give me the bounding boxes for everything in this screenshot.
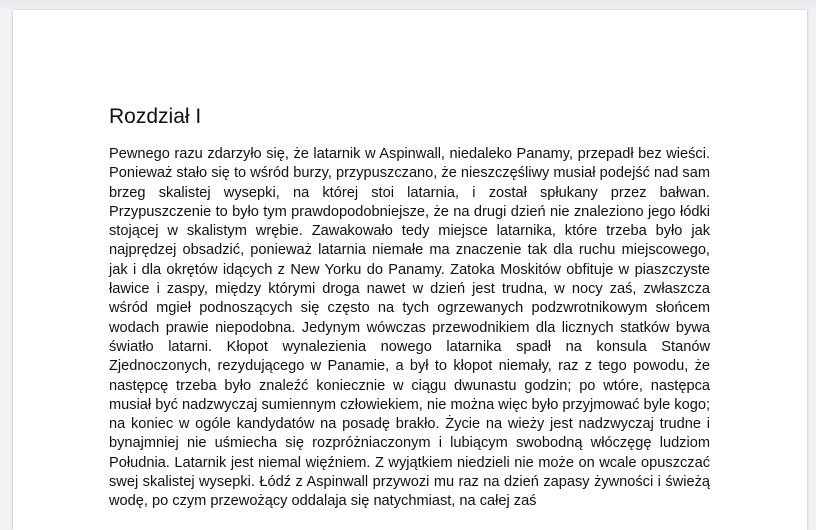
document-page [13, 10, 807, 530]
chapter-title: Rozdział I [109, 105, 202, 128]
viewer-background [0, 0, 816, 10]
body-paragraph: Pewnego razu zdarzyło się, że latarnik w Aspinwall, niedaleko Panamy, przepadł bez wieści. Ponieważ stało się to wśród burzy, przypuszczano, że nieszczęśliwy musiał podejść nad sam brzeg skalistej wysepki, na której stoi latarnia, i został spłukany przez bałwan. Przypuszczenie to było tym prawdopodobniejsze, że na drugi dzień nie znaleziono jego łódki stojącej w skalistym wrębie. Zawakowało tedy miejsce latarnika, które trzeba było jak najprędzej obsadzić, ponieważ latarnia niemałe ma znaczenie tak dla ruchu miejscowego, jak i dla okrętów idących z New Yorku do Panamy. Zatoka Moskitów obfituje w piaszczyste ławice i zaspy, między którymi droga nawet w dzień jest trudna, w nocy zaś, zwłaszcza wśród mgieł podnoszących się często na tych ogrzewanych podzwrotnikowym słońcem wodach prawie niepodobna. Jedynym wówczas przewodnikiem dla licznych statków bywa światło latarni. Kłopot wynalezienia nowego latarnika spadł na konsula Stanów Zjednoczonych, rezydującego w Panamie, a był to kłopot niemały, raz z tego powodu, że następcę trzeba było znaleźć koniecznie w ciągu dwunastu godzin; po wtóre, następca musiał być nadzwyczaj sumiennym człowiekiem, nie można więc było przyjmować byle kogo; na koniec w ogóle kandydatów na posadę brakło. Życie na wieży jest nadzwyczaj trudne i bynajmniej nie uśmiecha się rozpróżniaczonym i lubiącym swobodną włóczęgę ludziom Południa. Latarnik jest niemal więźniem. Z wyjątkiem niedzieli nie może on wcale opuszczać swej skalistej wysepki. Łódź z Aspinwall przywozi mu raz na dzień zapasy żywności i świeżą wodę, po czym przewożący oddalaja się natychmiast, na całej zaś [109, 146, 711, 510]
page-content [109, 104, 710, 512]
